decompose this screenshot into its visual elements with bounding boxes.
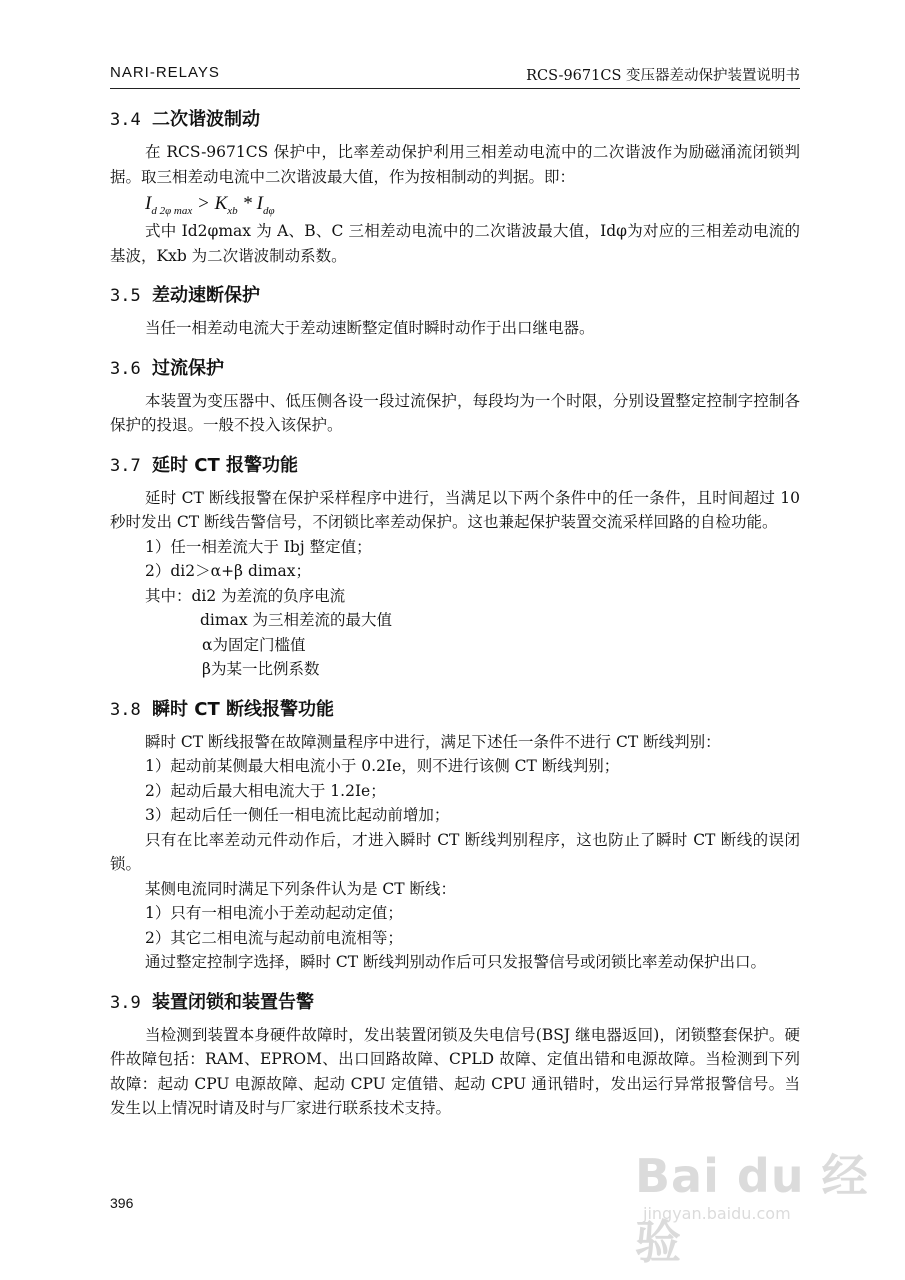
- page-number: 396: [110, 1195, 134, 1211]
- paragraph: 只有在比率差动元件动作后，才进入瞬时 CT 断线判别程序，这也防止了瞬时 CT 断线的误闭锁。: [110, 830, 800, 873]
- section-heading-3-4: [110, 106, 800, 134]
- section-number: 3.7: [110, 455, 141, 476]
- header-company: NARI-RELAYS: [110, 64, 220, 81]
- paragraph: 本装置为变压器中、低压侧各设一段过流保护，每段均为一个时限，分别设置整定控制字控制各保护的投退。一般不投入该保护。: [110, 391, 800, 434]
- section-title: 装置闭锁和装置告警: [152, 991, 314, 1013]
- paragraph: 当任一相差动电流大于差动速断整定值时瞬时动作于出口继电器。: [145, 319, 595, 337]
- harmonic-formula: $I_{d 2\varphi max} > K_{xb} * I_{d\varphi}$: [145, 193, 275, 217]
- paragraph: 当检测到装置本身硬件故障时，发出装置闭锁及失电信号(BSJ 继电器返回)，闭锁整套保护。硬件故障包括：RAM、EPROM、出口回路故障、CPLD 故障、定值出错和电源故障。当检测到下列故障：起动 CPU 电源故障、起动 CPU 定值错、起动 CPU 通讯错时，发出运行异常报警信号。当发生以上情况时请及时与厂家进行联系技术支持。: [110, 1025, 800, 1117]
- list-item: 1）起动前某侧最大相电流小于 0.2Ie，则不进行该侧 CT 断线判别；: [145, 757, 620, 775]
- section-heading-3-5: [110, 282, 800, 310]
- list-item: 2）起动后最大相电流大于 1.2Ie；: [145, 781, 386, 800]
- section-number: 3.9: [110, 992, 141, 1013]
- section-number: 3.6: [110, 358, 141, 379]
- list-item: 1）任一相差流大于 Ibj 整定值；: [145, 537, 372, 556]
- section-title: 二次谐波制动: [152, 109, 260, 130]
- section-number: 3.4: [110, 110, 141, 130]
- definition-line: β为某一比例系数: [202, 660, 320, 678]
- paragraph: 延时 CT 断线报警在保护采样程序中进行，当满足以下两个条件中的任一条件，且时间超过 10 秒时发出 CT 断线告警信号，不闭锁比率差动保护。这也兼起保护装置交流采样回路的自检功能。: [110, 488, 800, 531]
- section-heading-3-8: [110, 696, 800, 724]
- list-item: 2）di2＞α+β dimax；: [145, 562, 312, 580]
- paragraph: 某侧电流同时满足下列条件认为是 CT 断线：: [145, 879, 457, 898]
- section-heading-3-7: [110, 452, 800, 480]
- document-body: [110, 100, 800, 1121]
- section-heading-3-6: [110, 355, 800, 383]
- list-item: 1）只有一相电流小于差动起动定值；: [145, 904, 403, 922]
- list-item: 3）起动后任一侧任一相电流比起动前增加；: [145, 806, 450, 824]
- section-title: 差动速断保护: [152, 285, 260, 306]
- section-number: 3.5: [110, 286, 141, 306]
- paragraph: 瞬时 CT 断线报警在故障测量程序中进行，满足下述任一条件不进行 CT 断线判别：: [145, 732, 721, 751]
- section-heading-3-9: [110, 989, 800, 1017]
- section-number: 3.8: [110, 699, 141, 720]
- watermark-brand: Bai du 经验: [635, 1149, 869, 1269]
- definition-line: dimax 为三相差流的最大值: [200, 611, 392, 629]
- section-title: 瞬时 CT 断线报警功能: [152, 698, 335, 720]
- header-doc-title: RCS-9671CS 变压器差动保护装置说明书: [526, 68, 800, 84]
- page-header: [110, 58, 800, 89]
- section-title: 延时 CT 报警功能: [152, 454, 299, 476]
- definition-line: α为固定门槛值: [202, 635, 306, 654]
- list-item: 2）其它二相电流与起动前电流相等；: [145, 928, 403, 947]
- paragraph: 在 RCS-9671CS 保护中，比率差动保护利用三相差动电流中的二次谐波作为励磁涌流闭锁判据。取三相差动电流中二次谐波最大值，作为按相制动的判据。即：: [110, 143, 800, 186]
- definition-line: 其中：di2 为差流的负序电流: [145, 586, 346, 605]
- watermark-url: jingyan.baidu.com: [643, 1204, 791, 1223]
- section-title: 过流保护: [152, 357, 224, 379]
- paragraph: 通过整定控制字选择，瞬时 CT 断线判别动作后可只发报警信号或闭锁比率差动保护出口。: [145, 953, 767, 971]
- watermark-logo: [635, 1140, 875, 1269]
- paragraph: 式中 Id2φmax 为 A、B、C 三相差动电流中的二次谐波最大值，Idφ为对应的三相差动电流的基波，Kxb 为二次谐波制动系数。: [110, 222, 800, 265]
